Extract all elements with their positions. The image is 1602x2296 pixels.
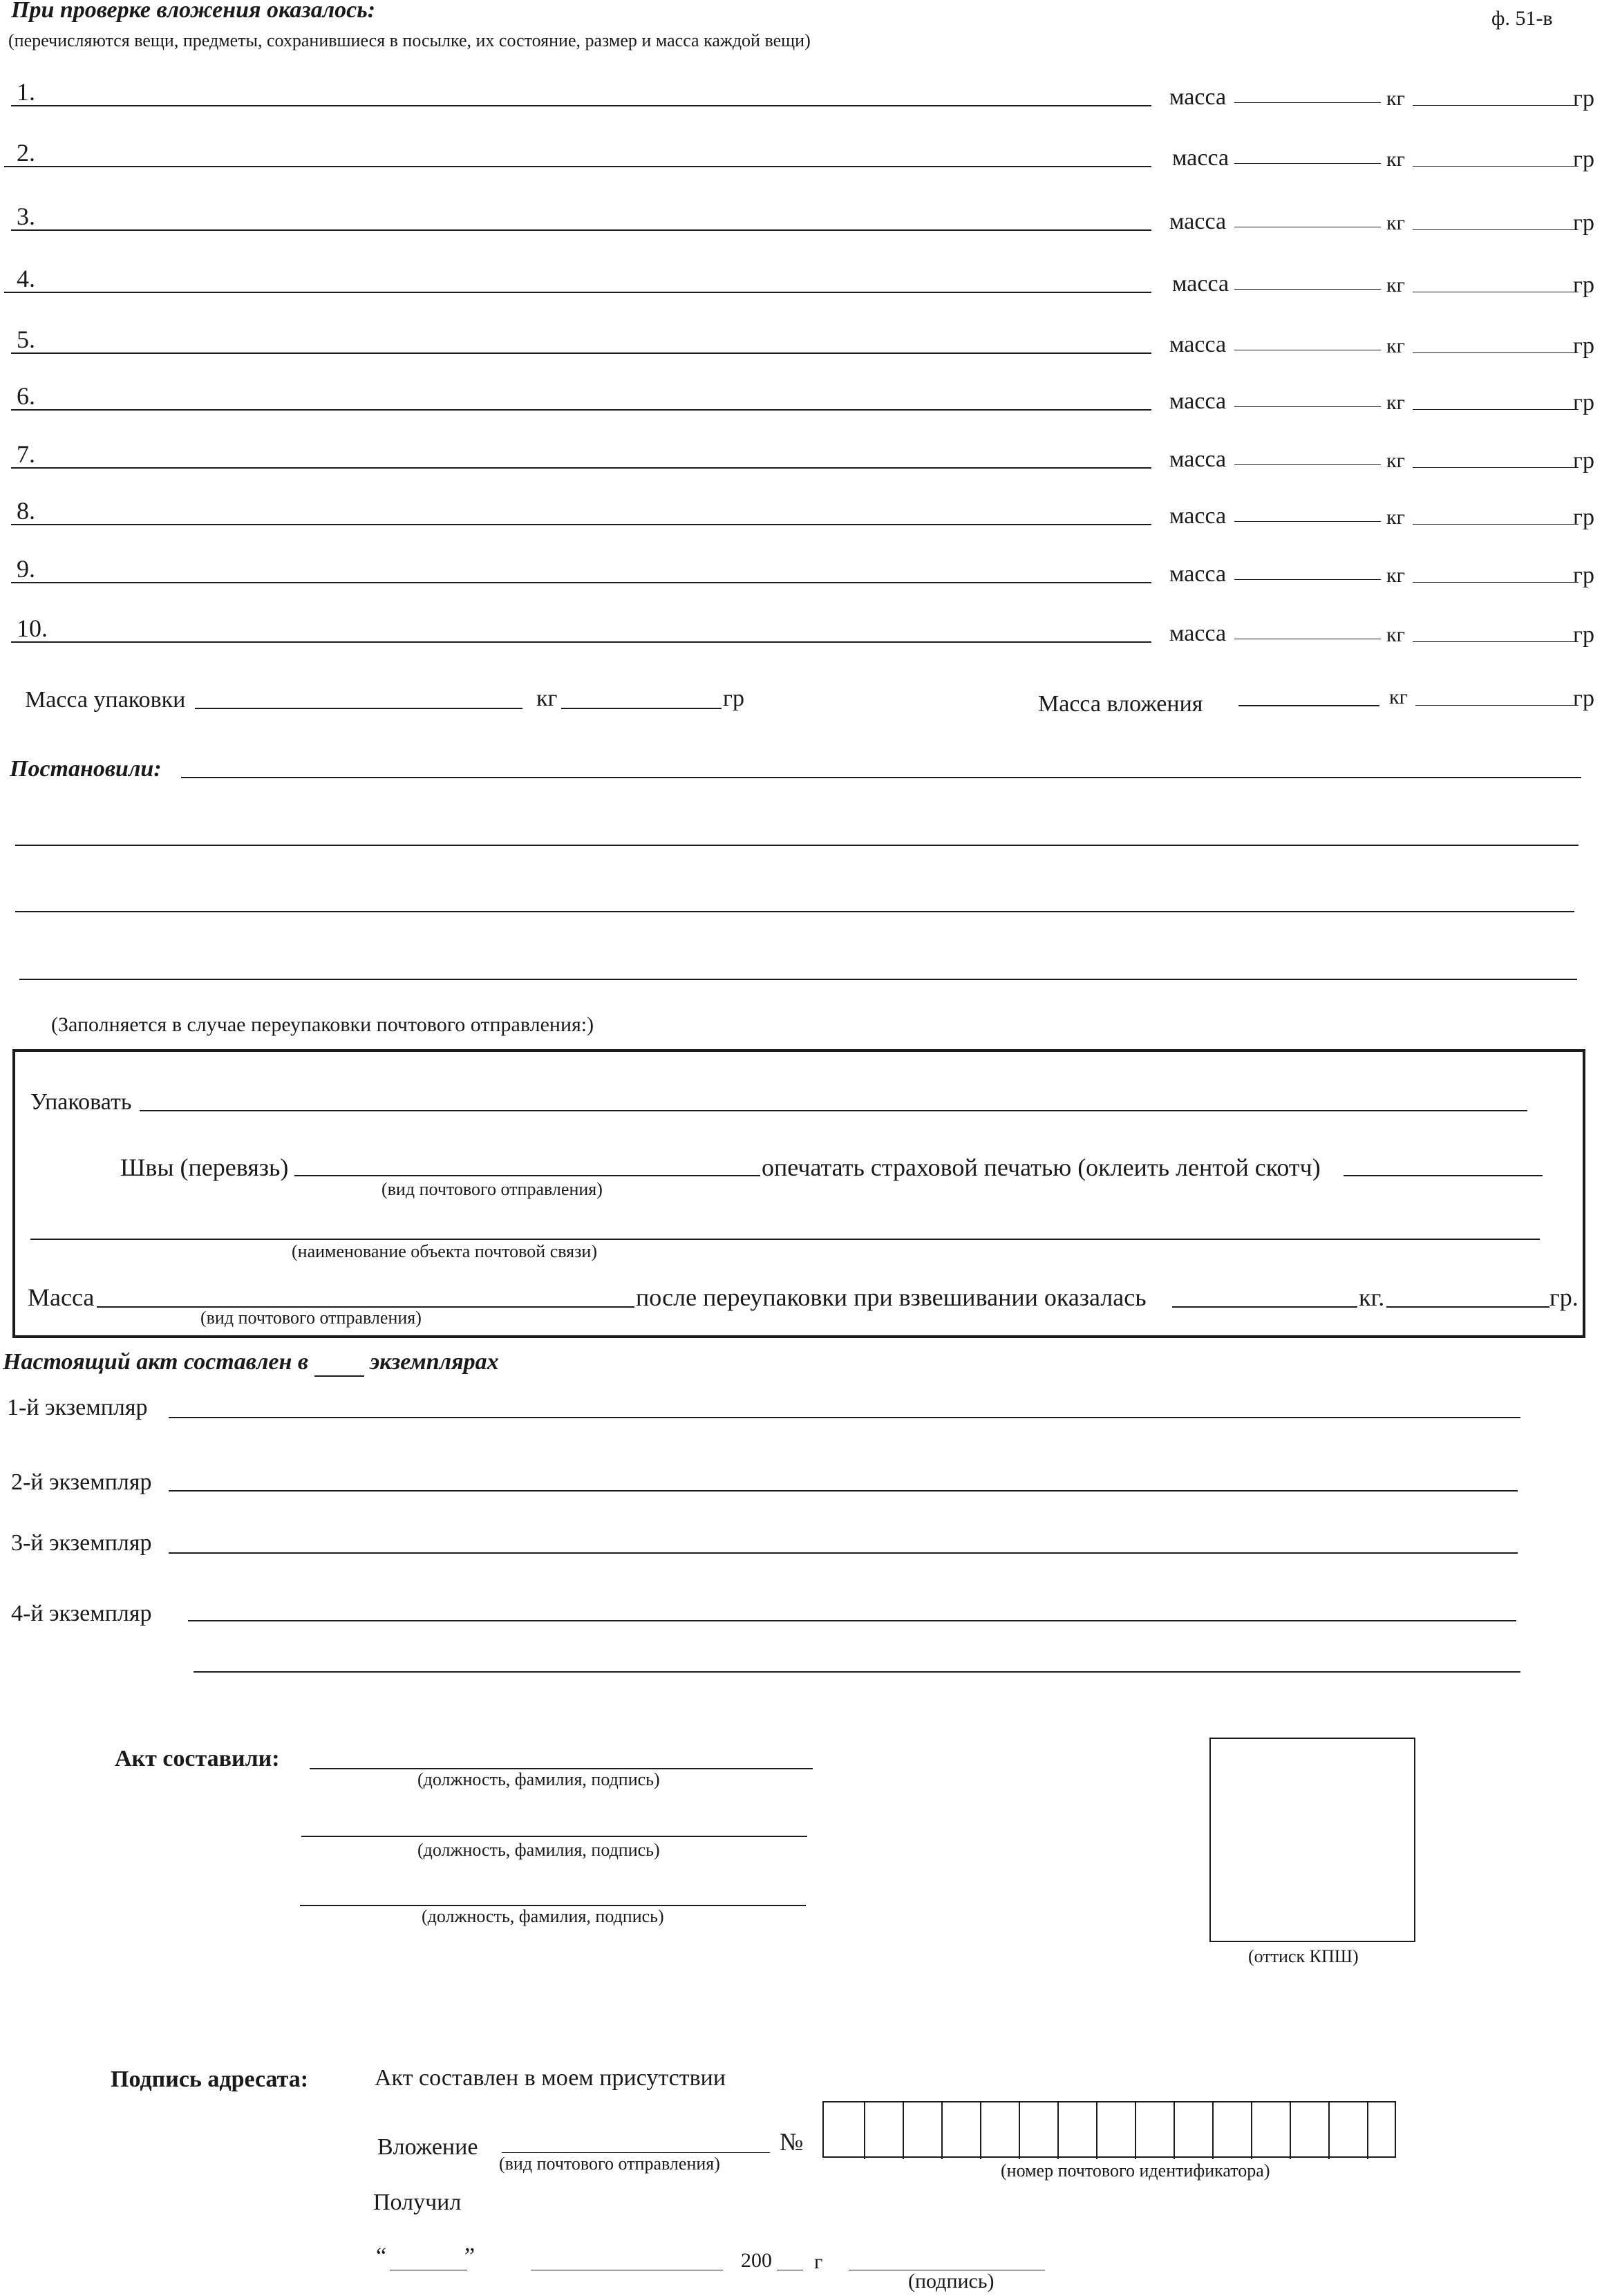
- addressee-label: Подпись адресата:: [111, 2067, 309, 2092]
- copies-title-pre: Настоящий акт составлен в: [3, 1349, 309, 1375]
- item-gr-unit: гр: [1573, 210, 1594, 236]
- signer-1-hint: (должность, фамилия, подпись): [417, 1769, 660, 1789]
- page-title: При проверке вложения оказалось:: [11, 0, 376, 23]
- repack-mass-label: Масса: [28, 1283, 95, 1311]
- number-sign: №: [780, 2128, 804, 2156]
- item-number: 2.: [17, 139, 35, 167]
- packaging-kg-field[interactable]: [195, 708, 522, 709]
- tracking-id-hint: (номер почтового идентификатора): [1001, 2161, 1270, 2181]
- date-quote-open: “: [376, 2243, 387, 2269]
- item-number: 4.: [17, 265, 35, 292]
- item-mass-label: масса: [1169, 446, 1227, 472]
- received-label: Получил: [373, 2190, 462, 2215]
- copy-3-label: 3-й экземпляр: [11, 1530, 152, 1556]
- item-mass-label: масса: [1172, 271, 1229, 297]
- page-subtitle: (перечисляются вещи, предметы, сохранившиеся в посылке, их состояние, размер и масса каждой вещи): [8, 30, 811, 50]
- year-suffix: г: [814, 2250, 823, 2273]
- item-mass-label: масса: [1172, 145, 1229, 171]
- item-gr-unit: гр: [1573, 563, 1594, 588]
- copies-count-field[interactable]: [314, 1349, 364, 1377]
- copy-4-label: 4-й экземпляр: [11, 1601, 152, 1626]
- item-gr-field[interactable]: [1413, 582, 1576, 583]
- repack-kg-field[interactable]: [1172, 1306, 1357, 1308]
- addressee-contents-label: Вложение: [377, 2134, 478, 2160]
- repack-mass-hint: (вид почтового отправления): [200, 1308, 422, 1328]
- item-description-field[interactable]: [11, 467, 1151, 469]
- resolved-line-1[interactable]: [181, 777, 1581, 778]
- item-number: 3.: [17, 203, 35, 230]
- copies-title-post: экземплярах: [370, 1349, 499, 1375]
- item-description-field[interactable]: [11, 582, 1151, 583]
- item-mass-label: масса: [1169, 388, 1227, 414]
- copy-2-field[interactable]: [169, 1490, 1518, 1492]
- item-gr-field[interactable]: [1413, 229, 1576, 230]
- tracking-id-cell[interactable]: [1096, 2102, 1135, 2159]
- copy-3-field[interactable]: [169, 1552, 1518, 1554]
- tracking-id-cell[interactable]: [941, 2102, 980, 2159]
- addressee-contents-field[interactable]: [502, 2152, 770, 2153]
- item-kg-unit: кг: [1386, 623, 1405, 646]
- item-description-field[interactable]: [4, 166, 1151, 167]
- contents-mass-label: Масса вложения: [1038, 691, 1203, 717]
- repack-kg-unit: кг.: [1359, 1283, 1385, 1311]
- item-description-field[interactable]: [11, 641, 1151, 643]
- resolved-line-2[interactable]: [15, 845, 1579, 846]
- item-gr-unit: гр: [1573, 333, 1594, 359]
- item-description-field[interactable]: [11, 409, 1151, 411]
- repack-gr-unit: гр.: [1549, 1283, 1579, 1311]
- item-gr-unit: гр: [1573, 390, 1594, 415]
- repack-object-hint: (наименование объекта почтовой связи): [292, 1241, 597, 1261]
- item-gr-unit: гр: [1573, 147, 1594, 172]
- resolved-line-4[interactable]: [19, 979, 1577, 980]
- signer-2-field[interactable]: [301, 1836, 807, 1837]
- item-gr-field[interactable]: [1413, 105, 1576, 106]
- item-mass-label: масса: [1169, 621, 1227, 646]
- tracking-id-cell[interactable]: [1174, 2102, 1212, 2159]
- item-description-field[interactable]: [11, 105, 1151, 106]
- item-gr-field[interactable]: [1413, 641, 1576, 642]
- stamp-hint: (оттиск КПШ): [1248, 1946, 1359, 1966]
- repack-gr-field[interactable]: [1386, 1306, 1549, 1308]
- tracking-id-cell[interactable]: [1057, 2102, 1096, 2159]
- tracking-id-cell[interactable]: [864, 2102, 903, 2159]
- item-kg-unit: кг: [1386, 506, 1405, 529]
- stamp-box: [1209, 1738, 1415, 1942]
- tracking-id-cell[interactable]: [903, 2102, 941, 2159]
- item-gr-unit: гр: [1573, 86, 1594, 111]
- item-kg-field[interactable]: [1234, 521, 1381, 522]
- item-gr-unit: гр: [1573, 272, 1594, 298]
- item-gr-unit: гр: [1573, 505, 1594, 530]
- tracking-id-cell[interactable]: [980, 2102, 1019, 2159]
- tracking-id-cell[interactable]: [1251, 2102, 1290, 2159]
- signer-3-hint: (должность, фамилия, подпись): [422, 1906, 664, 1926]
- item-description-field[interactable]: [11, 352, 1151, 354]
- item-kg-unit: кг: [1386, 391, 1405, 414]
- tracking-id-cell[interactable]: [1367, 2102, 1406, 2159]
- packaging-gr-field[interactable]: [561, 708, 722, 709]
- item-kg-unit: кг: [1386, 211, 1405, 234]
- contents-kg-unit: кг: [1389, 686, 1408, 708]
- item-number: 9.: [17, 555, 35, 583]
- repack-seal-field[interactable]: [1344, 1175, 1543, 1176]
- copy-2-label: 2-й экземпляр: [11, 1469, 152, 1495]
- repack-seal-text: опечатать страховой печатью (оклеить лентой скотч): [762, 1154, 1321, 1181]
- contents-mass-field[interactable]: [1238, 705, 1379, 706]
- item-kg-field[interactable]: [1234, 579, 1381, 580]
- item-kg-unit: кг: [1386, 564, 1405, 587]
- tracking-id-cell[interactable]: [1328, 2102, 1367, 2159]
- item-kg-unit: кг: [1386, 274, 1405, 297]
- item-mass-label: масса: [1169, 209, 1227, 234]
- item-kg-field[interactable]: [1234, 464, 1381, 465]
- item-gr-field[interactable]: [1413, 166, 1576, 167]
- item-gr-field[interactable]: [1413, 352, 1576, 353]
- item-kg-field[interactable]: [1234, 406, 1381, 407]
- item-description-field[interactable]: [11, 524, 1151, 525]
- item-gr-unit: гр: [1573, 622, 1594, 648]
- tracking-id-field[interactable]: [822, 2101, 1396, 2158]
- contents-gr-unit: гр: [1573, 686, 1594, 711]
- year-prefix: 200: [741, 2249, 772, 2272]
- copy-4-field-extra[interactable]: [194, 1671, 1520, 1673]
- item-number: 8.: [17, 497, 35, 525]
- item-description-field[interactable]: [4, 292, 1151, 293]
- item-gr-unit: гр: [1573, 448, 1594, 473]
- item-description-field[interactable]: [11, 229, 1151, 231]
- tracking-id-cell[interactable]: [1135, 2102, 1174, 2159]
- packaging-mass-label: Масса упаковки: [25, 687, 186, 713]
- item-kg-field[interactable]: [1234, 163, 1381, 164]
- item-number: 1.: [17, 78, 35, 106]
- tracking-id-cell[interactable]: [1019, 2102, 1057, 2159]
- form-code: ф. 51-в: [1491, 7, 1553, 30]
- item-kg-unit: кг: [1386, 148, 1405, 171]
- copy-1-label: 1-й экземпляр: [7, 1395, 148, 1420]
- repack-seams-label: Швы (перевязь): [120, 1154, 289, 1181]
- repack-pack-field[interactable]: [140, 1110, 1527, 1111]
- resolved-line-3[interactable]: [15, 911, 1574, 912]
- tracking-id-cell[interactable]: [1212, 2102, 1251, 2159]
- tracking-id-cell[interactable]: [1290, 2102, 1328, 2159]
- copy-4-field[interactable]: [188, 1620, 1516, 1621]
- item-gr-field[interactable]: [1413, 467, 1576, 468]
- date-quote-close: ”: [464, 2243, 475, 2269]
- repack-after-text: после переупаковки при взвешивании оказалась: [636, 1283, 1147, 1311]
- item-kg-unit: кг: [1386, 449, 1405, 472]
- item-kg-unit: кг: [1386, 87, 1405, 110]
- item-mass-label: масса: [1169, 332, 1227, 357]
- repack-note: (Заполняется в случае переупаковки почтового отправления:): [51, 1013, 594, 1036]
- item-number: 6.: [17, 382, 35, 410]
- item-mass-label: масса: [1169, 561, 1227, 587]
- repack-seams-field[interactable]: [294, 1175, 760, 1176]
- resolved-label: Постановили:: [10, 756, 162, 782]
- packaging-kg-unit: кг: [536, 686, 558, 711]
- item-kg-field[interactable]: [1234, 102, 1381, 103]
- repack-seams-hint: (вид почтового отправления): [381, 1179, 603, 1199]
- item-number: 7.: [17, 440, 35, 468]
- signers-label: Акт составили:: [115, 1746, 280, 1771]
- item-gr-field[interactable]: [1413, 409, 1576, 410]
- item-kg-field[interactable]: [1234, 289, 1381, 290]
- addressee-presence: Акт составлен в моем присутствии: [375, 2065, 726, 2091]
- repack-object-field[interactable]: [30, 1239, 1540, 1240]
- copy-1-field[interactable]: [169, 1417, 1520, 1418]
- repack-pack-label: Упаковать: [30, 1089, 132, 1115]
- addressee-contents-hint: (вид почтового отправления): [499, 2154, 720, 2174]
- item-number: 5.: [17, 326, 35, 353]
- contents-kg-field[interactable]: [1415, 705, 1576, 706]
- signature-hint: (подпись): [908, 2270, 995, 2293]
- item-mass-label: масса: [1169, 84, 1227, 110]
- item-gr-field[interactable]: [1413, 524, 1576, 525]
- copies-title: [3, 1349, 499, 1377]
- item-kg-unit: кг: [1386, 335, 1405, 357]
- packaging-gr-unit: гр: [723, 686, 744, 711]
- signer-2-hint: (должность, фамилия, подпись): [417, 1840, 660, 1860]
- item-number: 10.: [17, 614, 48, 642]
- item-mass-label: масса: [1169, 503, 1227, 529]
